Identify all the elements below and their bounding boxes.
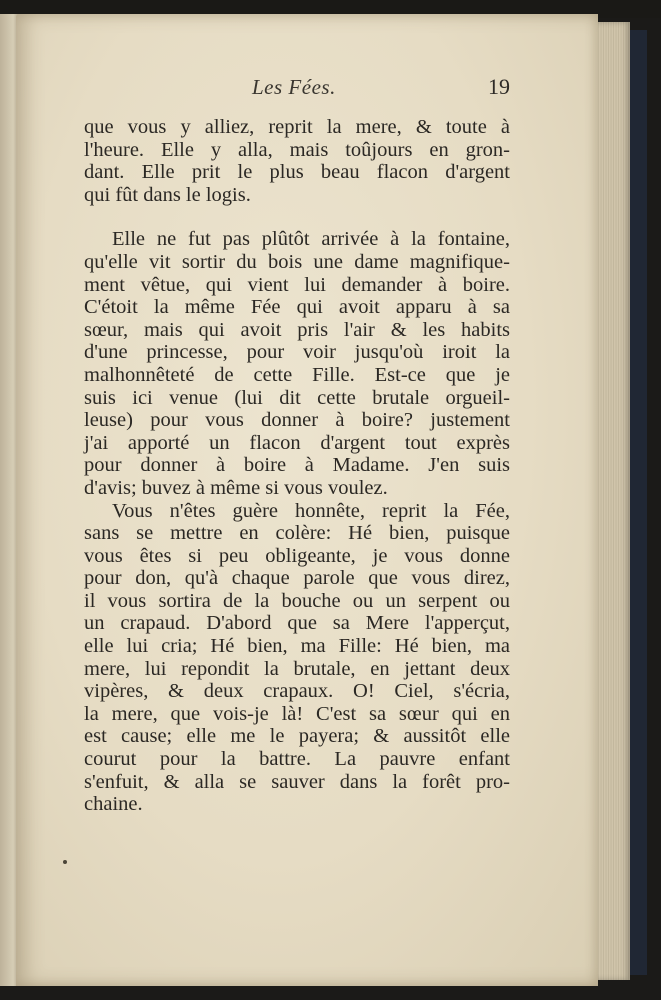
text-line: vipères, & deux crapaux. O! Ciel, s'écria, xyxy=(84,680,510,703)
text-line: pour don, qu'à chaque parole que vous direz, xyxy=(84,567,510,590)
text-line: ment vêtue, qui vient lui demander à boire. xyxy=(84,273,510,296)
text-line: dant. Elle prit le plus beau flacon d'argent xyxy=(84,161,510,184)
paragraph xyxy=(84,116,510,206)
text-line: sans se mettre en colère: Hé bien, puisque xyxy=(84,522,510,545)
text-line: la mere, que vois-je là! C'est sa sœur qui en xyxy=(84,702,510,725)
text-line: qu'elle vit sortir du bois une dame magnifique- xyxy=(84,250,510,273)
text-line: leuse) pour vous donner à boire? justement xyxy=(84,409,510,432)
page-number: 19 xyxy=(488,74,510,99)
body-text xyxy=(84,116,510,816)
text-line: d'avis; buvez à même si vous voulez. xyxy=(84,476,388,499)
text-line: qui fût dans le logis. xyxy=(84,183,251,206)
text-line: sœur, mais qui avoit pris l'air & les habits xyxy=(84,318,510,341)
text-line: que vous y alliez, reprit la mere, & toute à xyxy=(84,116,510,138)
text-line: pour donner à boire à Madame. J'en suis xyxy=(84,454,510,477)
text-line: suis ici venue (lui dit cette brutale orgueil- xyxy=(84,386,510,409)
text-line: elle lui cria; Hé bien, ma Fille: Hé bien, ma xyxy=(84,635,510,658)
text-line: s'enfuit, & alla se sauver dans la forêt pro- xyxy=(84,770,510,793)
text-line: l'heure. Elle y alla, mais toûjours en gron- xyxy=(84,138,510,161)
text-line: courut pour la battre. La pauvre enfant xyxy=(84,748,510,771)
text-line: malhonnêteté de cette Fille. Est-ce que je xyxy=(84,363,510,386)
text-line: Vous n'êtes guère honnête, reprit la Fée, xyxy=(112,499,510,522)
text-line: mere, lui repondit la brutale, en jettant deux xyxy=(84,657,510,680)
text-line: il vous sortira de la bouche ou un serpent ou xyxy=(84,589,510,612)
paragraph xyxy=(84,500,510,816)
text-line: chaine. xyxy=(84,793,143,816)
ink-speck xyxy=(63,860,67,864)
text-line: est cause; elle me le payera; & aussitôt elle xyxy=(84,725,510,748)
paragraph-gap xyxy=(84,206,510,228)
text-line: d'une princesse, pour voir jusqu'où iroit la xyxy=(84,341,510,364)
text-line: j'ai apporté un flacon d'argent tout exprès xyxy=(84,431,510,454)
text-line: vous êtes si peu obligeante, je vous donne xyxy=(84,544,510,567)
text-line: C'étoit la même Fée qui avoit apparu à sa xyxy=(84,296,510,319)
text-line: Elle ne fut pas plûtôt arrivée à la fontaine, xyxy=(112,228,510,251)
page-header xyxy=(90,72,510,106)
paragraph xyxy=(84,228,510,499)
running-title: Les Fées. xyxy=(252,75,336,99)
text-line: un crapaud. D'abord que sa Mere l'apperçut, xyxy=(84,612,510,635)
